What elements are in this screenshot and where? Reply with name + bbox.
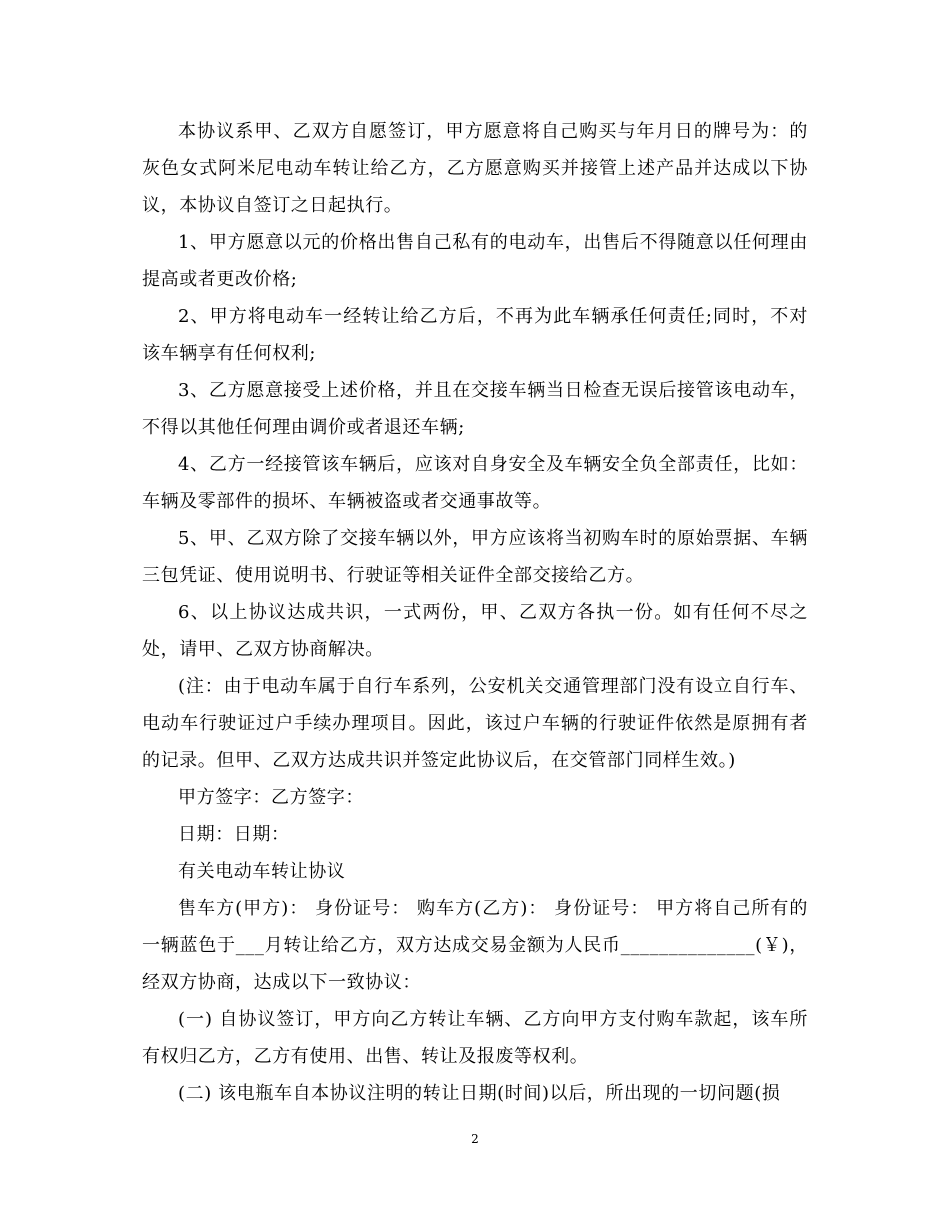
paragraph-note: (注：由于电动车属于自行车系列，公安机关交通管理部门没有设立自行车、电动车行驶证过户手续办理项目。因此，该过户车辆的行驶证件依然是原拥有者的记录。但甲、乙双方达成共识并签定此协议后，在交管部门同样生效。) xyxy=(142,676,808,771)
paragraph-article-2: (二) 该电瓶车自本协议注明的转让日期(时间)以后，所出现的一切问题(损 xyxy=(178,1083,781,1104)
document-body xyxy=(142,113,808,1112)
paragraph-article-1: (一) 自协议签订，甲方向乙方转让车辆、乙方向甲方支付购车款起，该车所有权归乙方，乙方有使用、出售、转让及报废等权利。 xyxy=(142,1009,808,1067)
paragraph-clause-1: 1、甲方愿意以元的价格出售自己私有的电动车，出售后不得随意以任何理由提高或者更改价格; xyxy=(142,232,808,290)
paragraph-clause-6: 6、以上协议达成共识，一式两份，甲、乙双方各执一份。如有任何不尽之处，请甲、乙双方协商解决。 xyxy=(142,602,808,660)
paragraph-parties: 售车方(甲方)： 身份证号： 购车方(乙方)： 身份证号： 甲方将自己所有的一辆蓝色于___月转让给乙方，双方达成交易金额为人民币______________(￥)，经双方协商，达成以下一致协议： xyxy=(142,898,808,993)
paragraph-clause-5: 5、甲、乙双方除了交接车辆以外，甲方应该将当初购车时的原始票据、车辆三包凭证、使用说明书、行驶证等相关证件全部交接给乙方。 xyxy=(142,528,808,586)
date-line: 日期：日期： xyxy=(178,824,290,845)
paragraph-clause-4: 4、乙方一经接管该车辆后，应该对自身安全及车辆安全负全部责任，比如：车辆及零部件的损坏、车辆被盗或者交通事故等。 xyxy=(142,454,808,512)
page-number: 2 xyxy=(471,1132,479,1146)
section-title: 有关电动车转让协议 xyxy=(178,861,346,882)
signature-line: 甲方签字：乙方签字： xyxy=(178,787,364,808)
paragraph-clause-2: 2、甲方将电动车一经转让给乙方后，不再为此车辆承任何责任;同时，不对该车辆享有任何权利; xyxy=(142,306,808,364)
paragraph-clause-3: 3、乙方愿意接受上述价格，并且在交接车辆当日检查无误后接管该电动车，不得以其他任何理由调价或者退还车辆; xyxy=(142,380,808,438)
paragraph-intro: 本协议系甲、乙双方自愿签订，甲方愿意将自己购买与年月日的牌号为：的灰色女式阿米尼电动车转让给乙方，乙方愿意购买并接管上述产品并达成以下协议，本协议自签订之日起执行。 xyxy=(142,121,808,216)
